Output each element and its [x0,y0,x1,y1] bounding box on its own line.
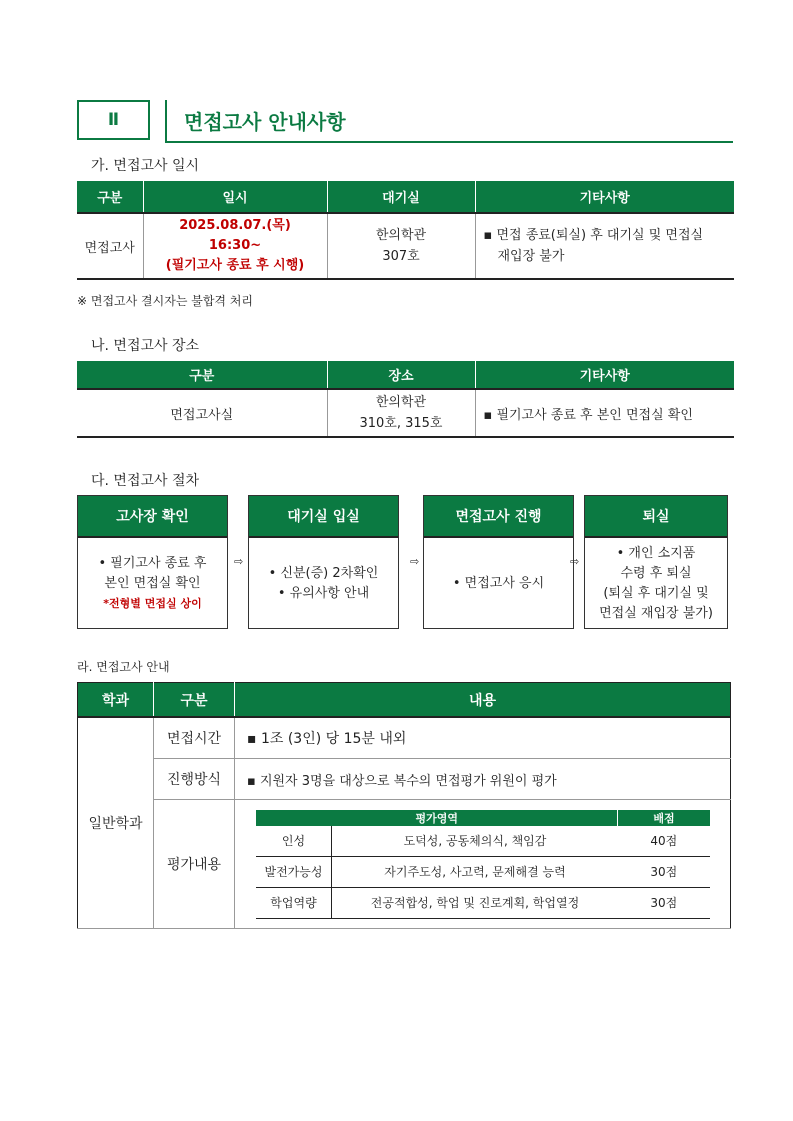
header-content: 내용 [235,683,731,718]
step-red-note: *전형별 면접실 상이 [103,597,202,610]
section-title: 면접고사 안내사항 [184,110,346,134]
eval-score: 30점 [618,856,710,887]
table-row [77,389,734,437]
room-building: 한의학관 [375,228,427,243]
cell-category: 면접고사실 [170,407,234,423]
step-waiting-room [248,495,399,629]
cell-etc [475,213,734,279]
step-title: 면접고사 진행 [424,496,573,538]
section-divider [165,100,167,142]
heading-procedure: 다. 면접고사 절차 [91,473,200,489]
cell-content: ▪ 지원자 3명을 대상으로 복수의 면접평가 위원이 평가 [235,759,731,800]
cell-content: ▪ 1조 (3인) 당 15분 내외 [235,717,731,759]
header-category: 구분 [77,361,327,389]
place-rooms: 310호, 315호 [359,416,443,431]
header-eval-area: 평가영역 [256,810,618,826]
step-line: 본인 면접실 확인 [104,576,201,591]
note-line: ▪ 면접 종료(퇴실) 후 대기실 및 면접실 [483,228,704,243]
header-waiting-room: 대기실 [327,181,475,213]
cell-waiting-room [327,213,475,279]
table-row [77,213,734,279]
exam-date: 2025.08.07.(목) [179,218,291,233]
step-line: 수령 후 퇴실 [620,566,692,581]
header-category: 구분 [154,683,235,718]
eval-score: 40점 [618,826,710,857]
step-line: • 필기고사 종료 후 [98,556,207,571]
header-score: 배점 [618,810,710,826]
step-line: • 개인 소지품 [616,546,696,561]
location-table [77,361,734,438]
schedule-table [77,181,734,280]
cell-eval [235,800,731,929]
eval-detail: 도덕성, 공동체의식, 책임감 [332,826,618,857]
cell-datetime [143,213,327,279]
table-row [256,887,710,918]
step-interview [423,495,574,629]
cell-etc: ▪ 필기고사 종료 후 본인 면접실 확인 [475,389,734,437]
eval-area: 학업역량 [256,887,332,918]
header-etc: 기타사항 [475,361,734,389]
place-building: 한의학관 [375,395,427,410]
step-line: 면접실 재입장 불가) [599,606,713,621]
step-line: (퇴실 후 대기실 및 [603,586,709,601]
step-line: • 유의사항 안내 [277,586,370,601]
step-exit [584,495,728,629]
eval-area: 발전가능성 [256,856,332,887]
cell-category: 진행방식 [154,759,235,800]
heading-guide: 라. 면접고사 안내 [77,660,170,674]
exam-time: 16:30~ [208,238,262,253]
eval-area: 인성 [256,826,332,857]
header-etc: 기타사항 [475,181,734,213]
table-row [78,717,731,759]
table-row [256,826,710,857]
section-underline [165,141,733,143]
table-row [78,800,731,929]
eval-detail: 자기주도성, 사고력, 문제해결 능력 [332,856,618,887]
eval-score: 30점 [618,887,710,918]
header-datetime: 일시 [143,181,327,213]
cell-category: 면접시간 [154,717,235,759]
eval-detail: 전공적합성, 학업 및 진로계획, 학업열정 [332,887,618,918]
table-row [78,759,731,800]
cell-place [327,389,475,437]
arrow-right-icon: ⇨ [410,555,420,568]
guide-table [77,682,731,929]
room-number: 307호 [382,249,420,264]
section-number: Ⅱ [77,100,150,140]
heading-location: 나. 면접고사 장소 [91,338,200,354]
step-title: 퇴실 [585,496,727,538]
step-line: • 신분(증) 2차확인 [268,566,379,581]
header-category: 구분 [77,181,143,213]
step-title: 대기실 입실 [249,496,398,538]
heading-schedule: 가. 면접고사 일시 [91,158,200,174]
step-line: • 면접고사 응시 [452,576,545,591]
header-department: 학과 [78,683,154,718]
step-check-room [77,495,228,629]
arrow-right-icon: ⇨ [234,555,244,568]
eval-table [255,810,710,919]
table-row [256,856,710,887]
step-title: 고사장 확인 [78,496,227,538]
arrow-right-icon: ⇨ [570,555,580,568]
exam-time-note: (필기고사 종료 후 시행) [165,258,305,273]
cell-category: 평가내용 [154,800,235,929]
cell-department: 일반학과 [78,717,154,929]
header-place: 장소 [327,361,475,389]
absence-footnote: ※ 면접고사 결시자는 불합격 처리 [77,294,254,308]
note-line: 재입장 불가 [497,249,565,264]
cell-category: 면접고사 [84,240,135,256]
